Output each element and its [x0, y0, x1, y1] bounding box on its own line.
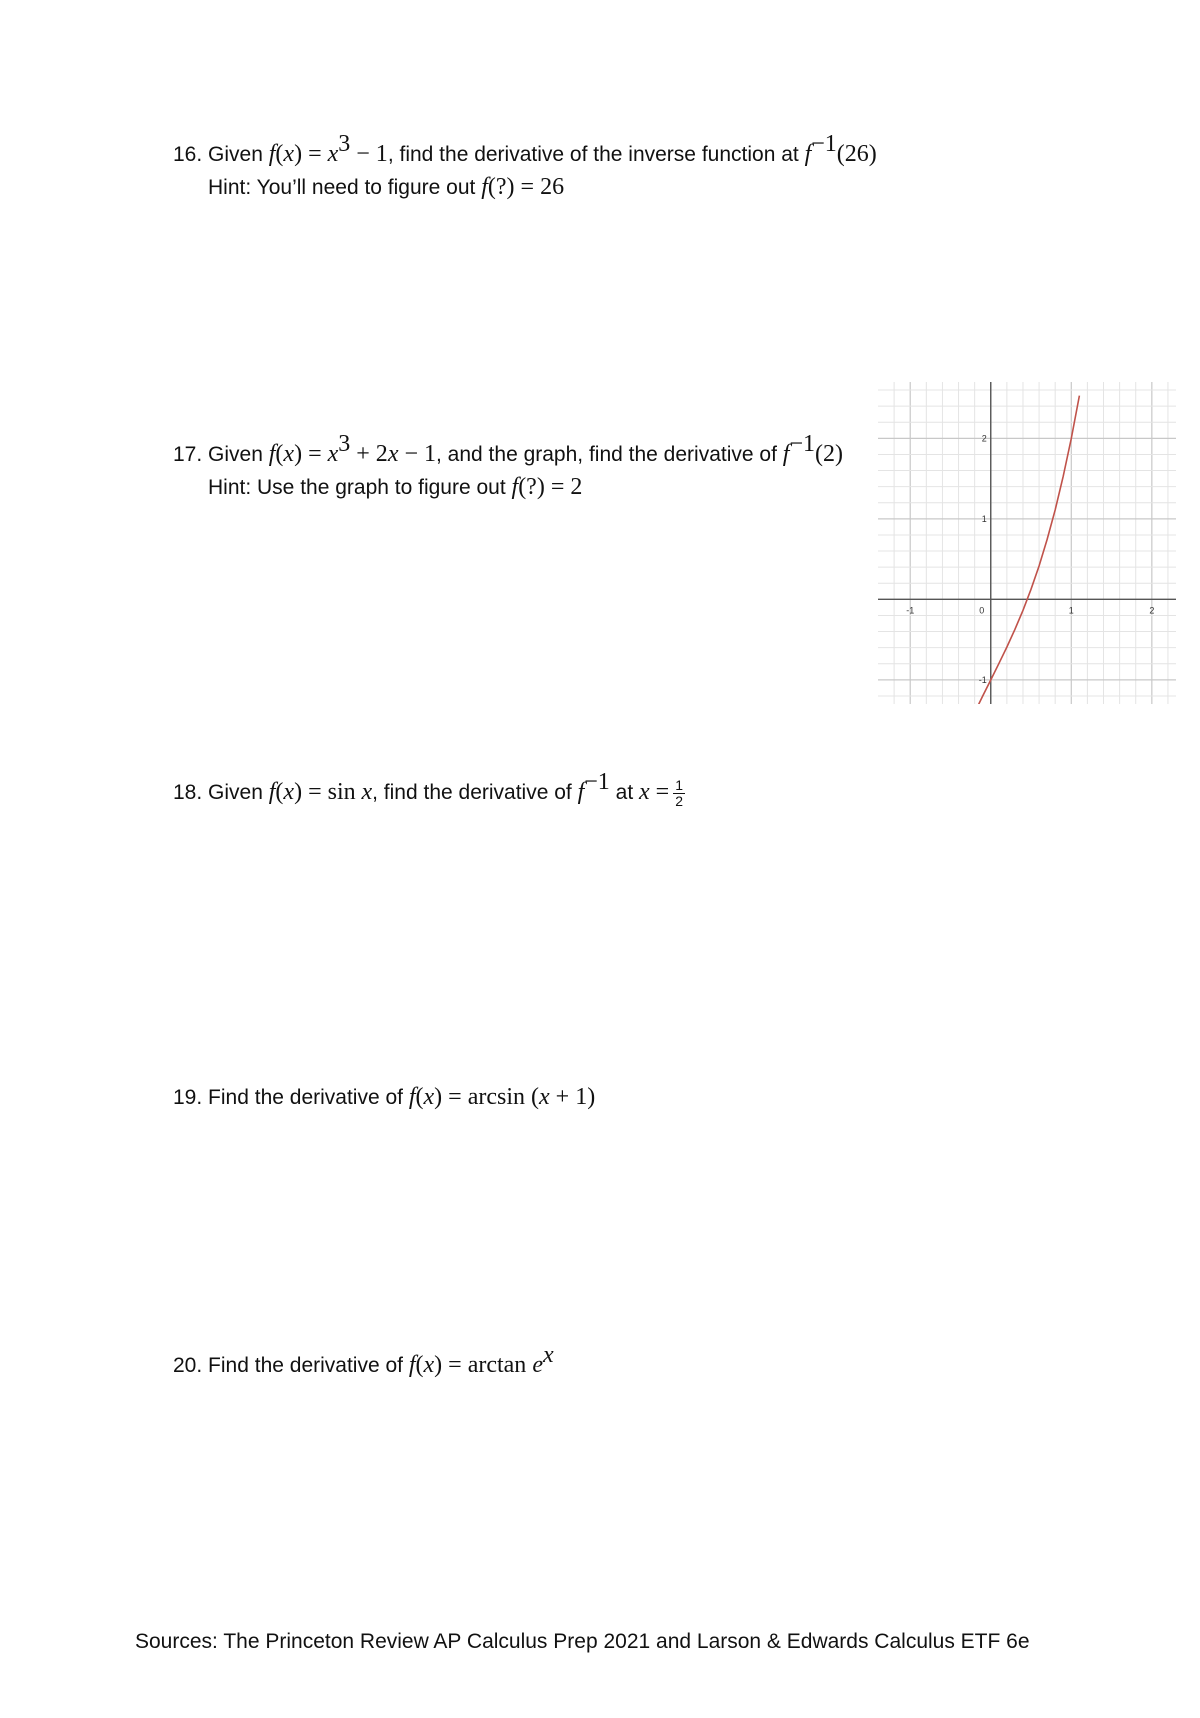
problem-18-question: 18. Given f(x) = sin x, find the derivative of $f^{-1}$ at x = $\frac{1}{2}$	[173, 769, 684, 809]
one-half-fraction: $\frac{1}{2}$	[675, 776, 684, 809]
problem-16-question: 16. Given $f(x) = x^3 - 1$, find the derivative of the inverse function at $f^{-1}(26)$	[173, 131, 877, 167]
problem-17	[173, 431, 843, 504]
function-graph	[878, 382, 1176, 704]
problem-19	[173, 1081, 595, 1114]
problem-16	[173, 131, 877, 204]
problem-17-question: 17. Given $f(x) = x^3 + 2x - 1$, and the graph, find the derivative of $f^{-1}(2)$	[173, 431, 843, 467]
y-tick-label: 1	[981, 513, 987, 524]
sources-footer: Sources: The Princeton Review AP Calculus Prep 2021 and Larson & Edwards Calculus ETF 6e	[135, 1630, 1030, 1653]
y-tick-label: 2	[981, 433, 987, 444]
y-tick-label: -1	[978, 674, 987, 685]
problem-17-hint: Hint: Use the graph to figure out f(?) = 2	[208, 474, 583, 500]
problem-20-question: 20. Find the derivative of $f(x) = \arctan e^x$	[173, 1342, 554, 1378]
x-tick-label: 1	[1068, 605, 1074, 616]
problem-20	[173, 1342, 554, 1382]
x-tick-label: 2	[1149, 605, 1155, 616]
x-tick-label: 0	[979, 605, 985, 616]
problem-18	[173, 769, 685, 809]
problem-16-hint: Hint: You’ll need to figure out f(?) = 26	[208, 174, 565, 200]
problem-19-question: 19. Find the derivative of f(x) = arcsin (x + 1)	[173, 1084, 596, 1110]
x-tick-label: -1	[906, 605, 915, 616]
